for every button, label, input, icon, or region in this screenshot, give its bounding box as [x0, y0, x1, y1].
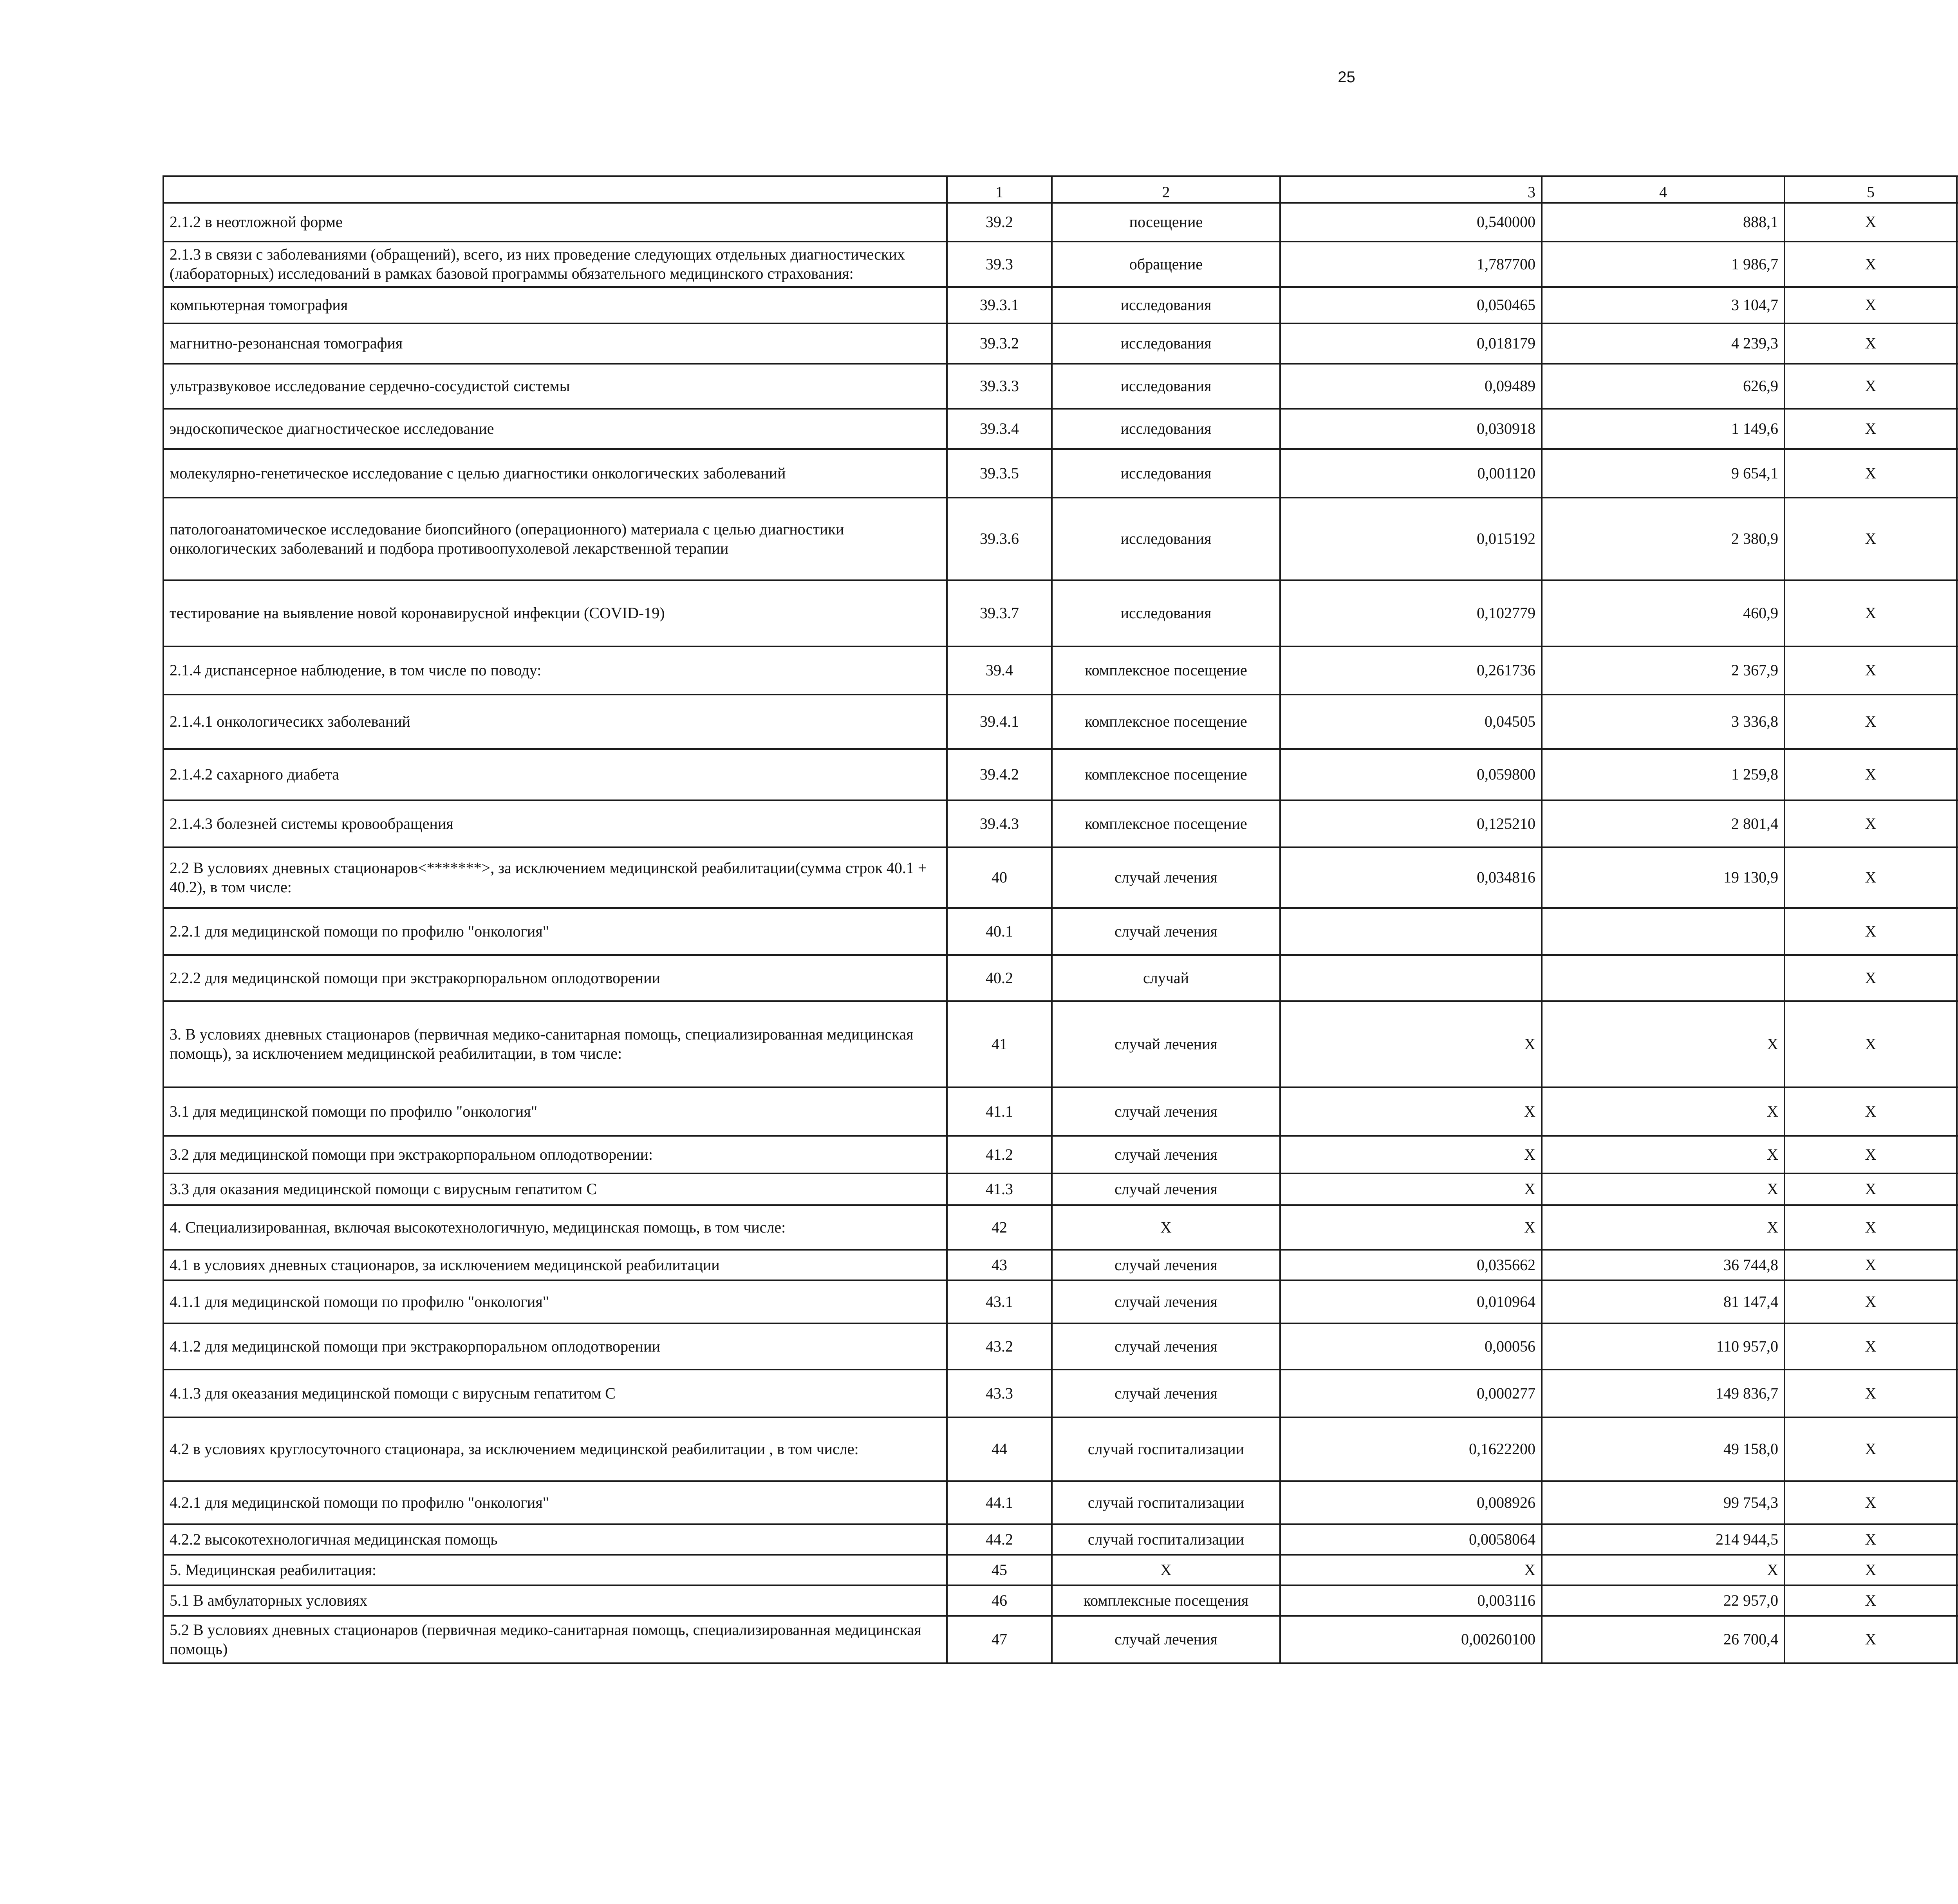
cell-col4: 99 754,3	[1542, 1481, 1785, 1524]
cell-col4: 1 986,7	[1542, 242, 1785, 287]
cell-col3: 0,102779	[1280, 580, 1542, 646]
cell-col3: X	[1280, 1001, 1542, 1087]
data-table	[163, 175, 1958, 1664]
cell-col5: X	[1785, 287, 1957, 323]
header-cell-1: 1	[947, 176, 1052, 203]
cell-unit: случай лечения	[1052, 847, 1280, 908]
table-row	[163, 1087, 1958, 1136]
cell-code: 44.1	[947, 1481, 1052, 1524]
cell-col3: X	[1280, 1136, 1542, 1173]
cell-col3: 0,008926	[1280, 1481, 1542, 1524]
cell-col4: 149 836,7	[1542, 1370, 1785, 1417]
cell-name: 2.2.1 для медицинской помощи по профилю "онкология"	[163, 908, 947, 955]
table-row	[163, 1370, 1958, 1417]
cell-unit: случай лечения	[1052, 1370, 1280, 1417]
cell-code: 45	[947, 1555, 1052, 1585]
cell-col5: X	[1785, 749, 1957, 800]
cell-name: 2.1.2 в неотложной форме	[163, 203, 947, 242]
table-row	[163, 847, 1958, 908]
cell-name: 5. Медицинская реабилитация:	[163, 1555, 947, 1585]
cell-code: 39.4.1	[947, 695, 1052, 749]
cell-col3: 0,0058064	[1280, 1524, 1542, 1555]
cell-code: 39.3.1	[947, 287, 1052, 323]
cell-col5: X	[1785, 409, 1957, 449]
cell-col3: X	[1280, 1173, 1542, 1205]
cell-col5: X	[1785, 1585, 1957, 1616]
cell-unit: случай госпитализации	[1052, 1481, 1280, 1524]
cell-col4: 888,1	[1542, 203, 1785, 242]
cell-col5: X	[1785, 1280, 1957, 1323]
cell-col5: X	[1785, 1323, 1957, 1370]
cell-col4: 214 944,5	[1542, 1524, 1785, 1555]
cell-unit: случай госпитализации	[1052, 1417, 1280, 1481]
table-row	[163, 646, 1958, 695]
cell-name: 2.1.4.1 онкологичесикх заболеваний	[163, 695, 947, 749]
table-row	[163, 580, 1958, 646]
cell-code: 40	[947, 847, 1052, 908]
cell-col3: 0,00056	[1280, 1323, 1542, 1370]
cell-code: 43.1	[947, 1280, 1052, 1323]
cell-code: 43.2	[947, 1323, 1052, 1370]
table-row	[163, 364, 1958, 409]
cell-col3: 0,261736	[1280, 646, 1542, 695]
cell-name: 4.1.3 для океазания медицинской помощи с вирусным гепатитом С	[163, 1370, 947, 1417]
cell-col3: 0,003116	[1280, 1585, 1542, 1616]
cell-name: 4.2 в условиях круглосуточного стационара, за исключением медицинской реабилитации , в том числе:	[163, 1417, 947, 1481]
cell-unit: комплексные посещения	[1052, 1585, 1280, 1616]
cell-col5: X	[1785, 646, 1957, 695]
cell-col4: 2 367,9	[1542, 646, 1785, 695]
cell-code: 39.4	[947, 646, 1052, 695]
cell-code: 43	[947, 1250, 1052, 1280]
cell-name: молекулярно-генетическое исследование с целью диагностики онкологических заболеваний	[163, 449, 947, 498]
cell-name: магнитно-резонансная томография	[163, 323, 947, 364]
cell-name: 4.1 в условиях дневных стационаров, за исключением медицинской реабилитации	[163, 1250, 947, 1280]
cell-unit: случай лечения	[1052, 908, 1280, 955]
cell-unit: случай лечения	[1052, 1001, 1280, 1087]
cell-code: 39.4.3	[947, 800, 1052, 847]
cell-col4: 460,9	[1542, 580, 1785, 646]
cell-unit: исследования	[1052, 287, 1280, 323]
cell-col5: X	[1785, 449, 1957, 498]
cell-code: 44.2	[947, 1524, 1052, 1555]
cell-col4: 1 149,6	[1542, 409, 1785, 449]
cell-col4: 9 654,1	[1542, 449, 1785, 498]
cell-code: 41	[947, 1001, 1052, 1087]
cell-code: 39.3.2	[947, 323, 1052, 364]
cell-unit: комплексное посещение	[1052, 749, 1280, 800]
cell-col4: 22 957,0	[1542, 1585, 1785, 1616]
table-row	[163, 242, 1958, 287]
cell-unit: комплексное посещение	[1052, 695, 1280, 749]
cell-name: патологоанатомическое исследование биопсийного (операционного) материала с целью диагностики онкологических заболеваний и подбора противоопухолевой лекарственной терапии	[163, 498, 947, 580]
cell-col4: 2 801,4	[1542, 800, 1785, 847]
cell-col3	[1280, 955, 1542, 1001]
cell-code: 39.3.5	[947, 449, 1052, 498]
cell-code: 44	[947, 1417, 1052, 1481]
cell-col4: 4 239,3	[1542, 323, 1785, 364]
cell-col5: X	[1785, 1481, 1957, 1524]
cell-col3: 0,00260100	[1280, 1616, 1542, 1663]
cell-name: 5.1 В амбулаторных условиях	[163, 1585, 947, 1616]
cell-col5: X	[1785, 1417, 1957, 1481]
table-row	[163, 1173, 1958, 1205]
cell-code: 39.3.7	[947, 580, 1052, 646]
cell-unit: посещение	[1052, 203, 1280, 242]
cell-col5: X	[1785, 1001, 1957, 1087]
cell-col4: 49 158,0	[1542, 1417, 1785, 1481]
cell-unit: X	[1052, 1555, 1280, 1585]
cell-col5: X	[1785, 364, 1957, 409]
cell-col5: X	[1785, 580, 1957, 646]
cell-name: 4.1.2 для медицинской помощи при экстракорпоральном оплодотворении	[163, 1323, 947, 1370]
cell-name: компьютерная томография	[163, 287, 947, 323]
cell-col4: 19 130,9	[1542, 847, 1785, 908]
cell-col3: 0,059800	[1280, 749, 1542, 800]
cell-unit: исследования	[1052, 409, 1280, 449]
table-row	[163, 695, 1958, 749]
cell-name: ультразвуковое исследование сердечно-сосудистой системы	[163, 364, 947, 409]
cell-col3: 0,018179	[1280, 323, 1542, 364]
cell-col5: X	[1785, 1524, 1957, 1555]
cell-col3: 0,125210	[1280, 800, 1542, 847]
cell-code: 46	[947, 1585, 1052, 1616]
table-row	[163, 800, 1958, 847]
cell-unit: исследования	[1052, 498, 1280, 580]
table-row	[163, 1001, 1958, 1087]
cell-col5: X	[1785, 908, 1957, 955]
cell-name: 2.2.2 для медицинской помощи при экстракорпоральном оплодотворении	[163, 955, 947, 1001]
cell-code: 40.2	[947, 955, 1052, 1001]
cell-unit: комплексное посещение	[1052, 646, 1280, 695]
cell-unit: случай лечения	[1052, 1280, 1280, 1323]
cell-col5: X	[1785, 695, 1957, 749]
cell-col3: 0,1622200	[1280, 1417, 1542, 1481]
table-row	[163, 749, 1958, 800]
cell-col3: 0,030918	[1280, 409, 1542, 449]
cell-col4: 1 259,8	[1542, 749, 1785, 800]
table-row	[163, 449, 1958, 498]
cell-col3: 0,010964	[1280, 1280, 1542, 1323]
cell-unit: случай лечения	[1052, 1173, 1280, 1205]
cell-code: 39.4.2	[947, 749, 1052, 800]
table-row	[163, 1616, 1958, 1663]
cell-col3: 1,787700	[1280, 242, 1542, 287]
table-row	[163, 1205, 1958, 1250]
cell-col5: X	[1785, 1205, 1957, 1250]
cell-col4	[1542, 908, 1785, 955]
cell-code: 47	[947, 1616, 1052, 1663]
header-cell-2: 2	[1052, 176, 1280, 203]
cell-name: 4.1.1 для медицинской помощи по профилю "онкология"	[163, 1280, 947, 1323]
cell-col4: 26 700,4	[1542, 1616, 1785, 1663]
cell-col5: X	[1785, 1087, 1957, 1136]
cell-col5: X	[1785, 1616, 1957, 1663]
table-row	[163, 323, 1958, 364]
cell-col3: 0,000277	[1280, 1370, 1542, 1417]
cell-col4: 3 104,7	[1542, 287, 1785, 323]
cell-col3: X	[1280, 1205, 1542, 1250]
cell-name: 3.3 для оказания медицинской помощи с вирусным гепатитом С	[163, 1173, 947, 1205]
cell-col4: 2 380,9	[1542, 498, 1785, 580]
cell-col5: X	[1785, 1250, 1957, 1280]
cell-col4: 81 147,4	[1542, 1280, 1785, 1323]
cell-col5: X	[1785, 498, 1957, 580]
cell-col4: X	[1542, 1205, 1785, 1250]
table-row	[163, 1585, 1958, 1616]
column-number-row	[163, 176, 1958, 203]
cell-name: 2.1.3 в связи с заболеваниями (обращений), всего, из них проведение следующих отдельных диагностических (лабораторных) исследований в рамках базовой программы обязательного медицинского страхования:	[163, 242, 947, 287]
header-cell-5: 5	[1785, 176, 1957, 203]
cell-unit: случай лечения	[1052, 1323, 1280, 1370]
cell-col4: 36 744,8	[1542, 1250, 1785, 1280]
cell-col5: X	[1785, 847, 1957, 908]
cell-col3	[1280, 908, 1542, 955]
table-row	[163, 1280, 1958, 1323]
header-cell-3: 3	[1280, 176, 1542, 203]
cell-name: 3.2 для медицинской помощи при экстракорпоральном оплодотворении:	[163, 1136, 947, 1173]
cell-col5: X	[1785, 1173, 1957, 1205]
cell-col4: 626,9	[1542, 364, 1785, 409]
table-row	[163, 908, 1958, 955]
cell-code: 43.3	[947, 1370, 1052, 1417]
page-number: 25	[1338, 69, 1355, 86]
cell-col5: X	[1785, 242, 1957, 287]
cell-col3: 0,04505	[1280, 695, 1542, 749]
cell-code: 42	[947, 1205, 1052, 1250]
cell-name: 3. В условиях дневных стационаров (первичная медико-санитарная помощь, специализированная медицинская помощь), за исключением медицинской реабилитации, в том числе:	[163, 1001, 947, 1087]
table-row	[163, 287, 1958, 323]
cell-name: 4.2.2 высокотехнологичная медицинская помощь	[163, 1524, 947, 1555]
table-row	[163, 1481, 1958, 1524]
cell-col3: 0,034816	[1280, 847, 1542, 908]
table-row	[163, 1555, 1958, 1585]
table-row	[163, 498, 1958, 580]
cell-code: 41.1	[947, 1087, 1052, 1136]
cell-name: 5.2 В условиях дневных стационаров (первичная медико-санитарная помощь, специализированная медицинская помощь)	[163, 1616, 947, 1663]
table-row	[163, 1524, 1958, 1555]
cell-unit: исследования	[1052, 323, 1280, 364]
cell-code: 41.2	[947, 1136, 1052, 1173]
table-row	[163, 1323, 1958, 1370]
table-row	[163, 1250, 1958, 1280]
cell-col4: X	[1542, 1173, 1785, 1205]
table-row	[163, 203, 1958, 242]
cell-col5: X	[1785, 1136, 1957, 1173]
cell-col3: 0,035662	[1280, 1250, 1542, 1280]
cell-col3: 0,015192	[1280, 498, 1542, 580]
cell-unit: случай лечения	[1052, 1087, 1280, 1136]
cell-col4: X	[1542, 1136, 1785, 1173]
cell-name: 4.2.1 для медицинской помощи по профилю "онкология"	[163, 1481, 947, 1524]
cell-col4: X	[1542, 1555, 1785, 1585]
cell-col5: X	[1785, 1370, 1957, 1417]
cell-col3: 0,050465	[1280, 287, 1542, 323]
cell-col4: X	[1542, 1001, 1785, 1087]
table-body	[163, 176, 1958, 1663]
cell-unit: исследования	[1052, 449, 1280, 498]
cell-col3: X	[1280, 1555, 1542, 1585]
cell-col4: X	[1542, 1087, 1785, 1136]
cell-col4	[1542, 955, 1785, 1001]
cell-name: тестирование на выявление новой коронавирусной инфекции (COVID-19)	[163, 580, 947, 646]
cell-unit: обращение	[1052, 242, 1280, 287]
cell-col5: X	[1785, 800, 1957, 847]
cell-col5: X	[1785, 203, 1957, 242]
cell-col4: 3 336,8	[1542, 695, 1785, 749]
cell-name: 4. Специализированная, включая высокотехнологичную, медицинская помощь, в том числе:	[163, 1205, 947, 1250]
cell-col3: X	[1280, 1087, 1542, 1136]
cell-code: 39.3.6	[947, 498, 1052, 580]
cell-unit: случай госпитализации	[1052, 1524, 1280, 1555]
cell-name: 3.1 для медицинской помощи по профилю "онкология"	[163, 1087, 947, 1136]
cell-col3: 0,540000	[1280, 203, 1542, 242]
cell-unit: X	[1052, 1205, 1280, 1250]
header-cell-name	[163, 176, 947, 203]
cell-code: 39.3	[947, 242, 1052, 287]
cell-unit: комплексное посещение	[1052, 800, 1280, 847]
cell-name: 2.1.4 диспансерное наблюдение, в том числе по поводу:	[163, 646, 947, 695]
cell-code: 39.3.3	[947, 364, 1052, 409]
cell-code: 41.3	[947, 1173, 1052, 1205]
cell-name: 2.1.4.2 сахарного диабета	[163, 749, 947, 800]
cell-col5: X	[1785, 323, 1957, 364]
cell-code: 39.2	[947, 203, 1052, 242]
cell-col3: 0,001120	[1280, 449, 1542, 498]
cell-code: 40.1	[947, 908, 1052, 955]
cell-unit: случай лечения	[1052, 1250, 1280, 1280]
table-row	[163, 1417, 1958, 1481]
cell-code: 39.3.4	[947, 409, 1052, 449]
cell-col5: X	[1785, 955, 1957, 1001]
cell-name: эндоскопическое диагностическое исследование	[163, 409, 947, 449]
table-row	[163, 1136, 1958, 1173]
header-cell-4: 4	[1542, 176, 1785, 203]
cell-unit: случай лечения	[1052, 1136, 1280, 1173]
cell-unit: исследования	[1052, 364, 1280, 409]
cell-col3: 0,09489	[1280, 364, 1542, 409]
cell-col5: X	[1785, 1555, 1957, 1585]
table-row	[163, 409, 1958, 449]
cell-name: 2.2 В условиях дневных стационаров<*******>, за исключением медицинской реабилитации(сумма строк 40.1 + 40.2), в том числе:	[163, 847, 947, 908]
cell-unit: случай лечения	[1052, 1616, 1280, 1663]
cell-unit: исследования	[1052, 580, 1280, 646]
table-row	[163, 955, 1958, 1001]
cell-col4: 110 957,0	[1542, 1323, 1785, 1370]
cell-unit: случай	[1052, 955, 1280, 1001]
cell-name: 2.1.4.3 болезней системы кровообращения	[163, 800, 947, 847]
